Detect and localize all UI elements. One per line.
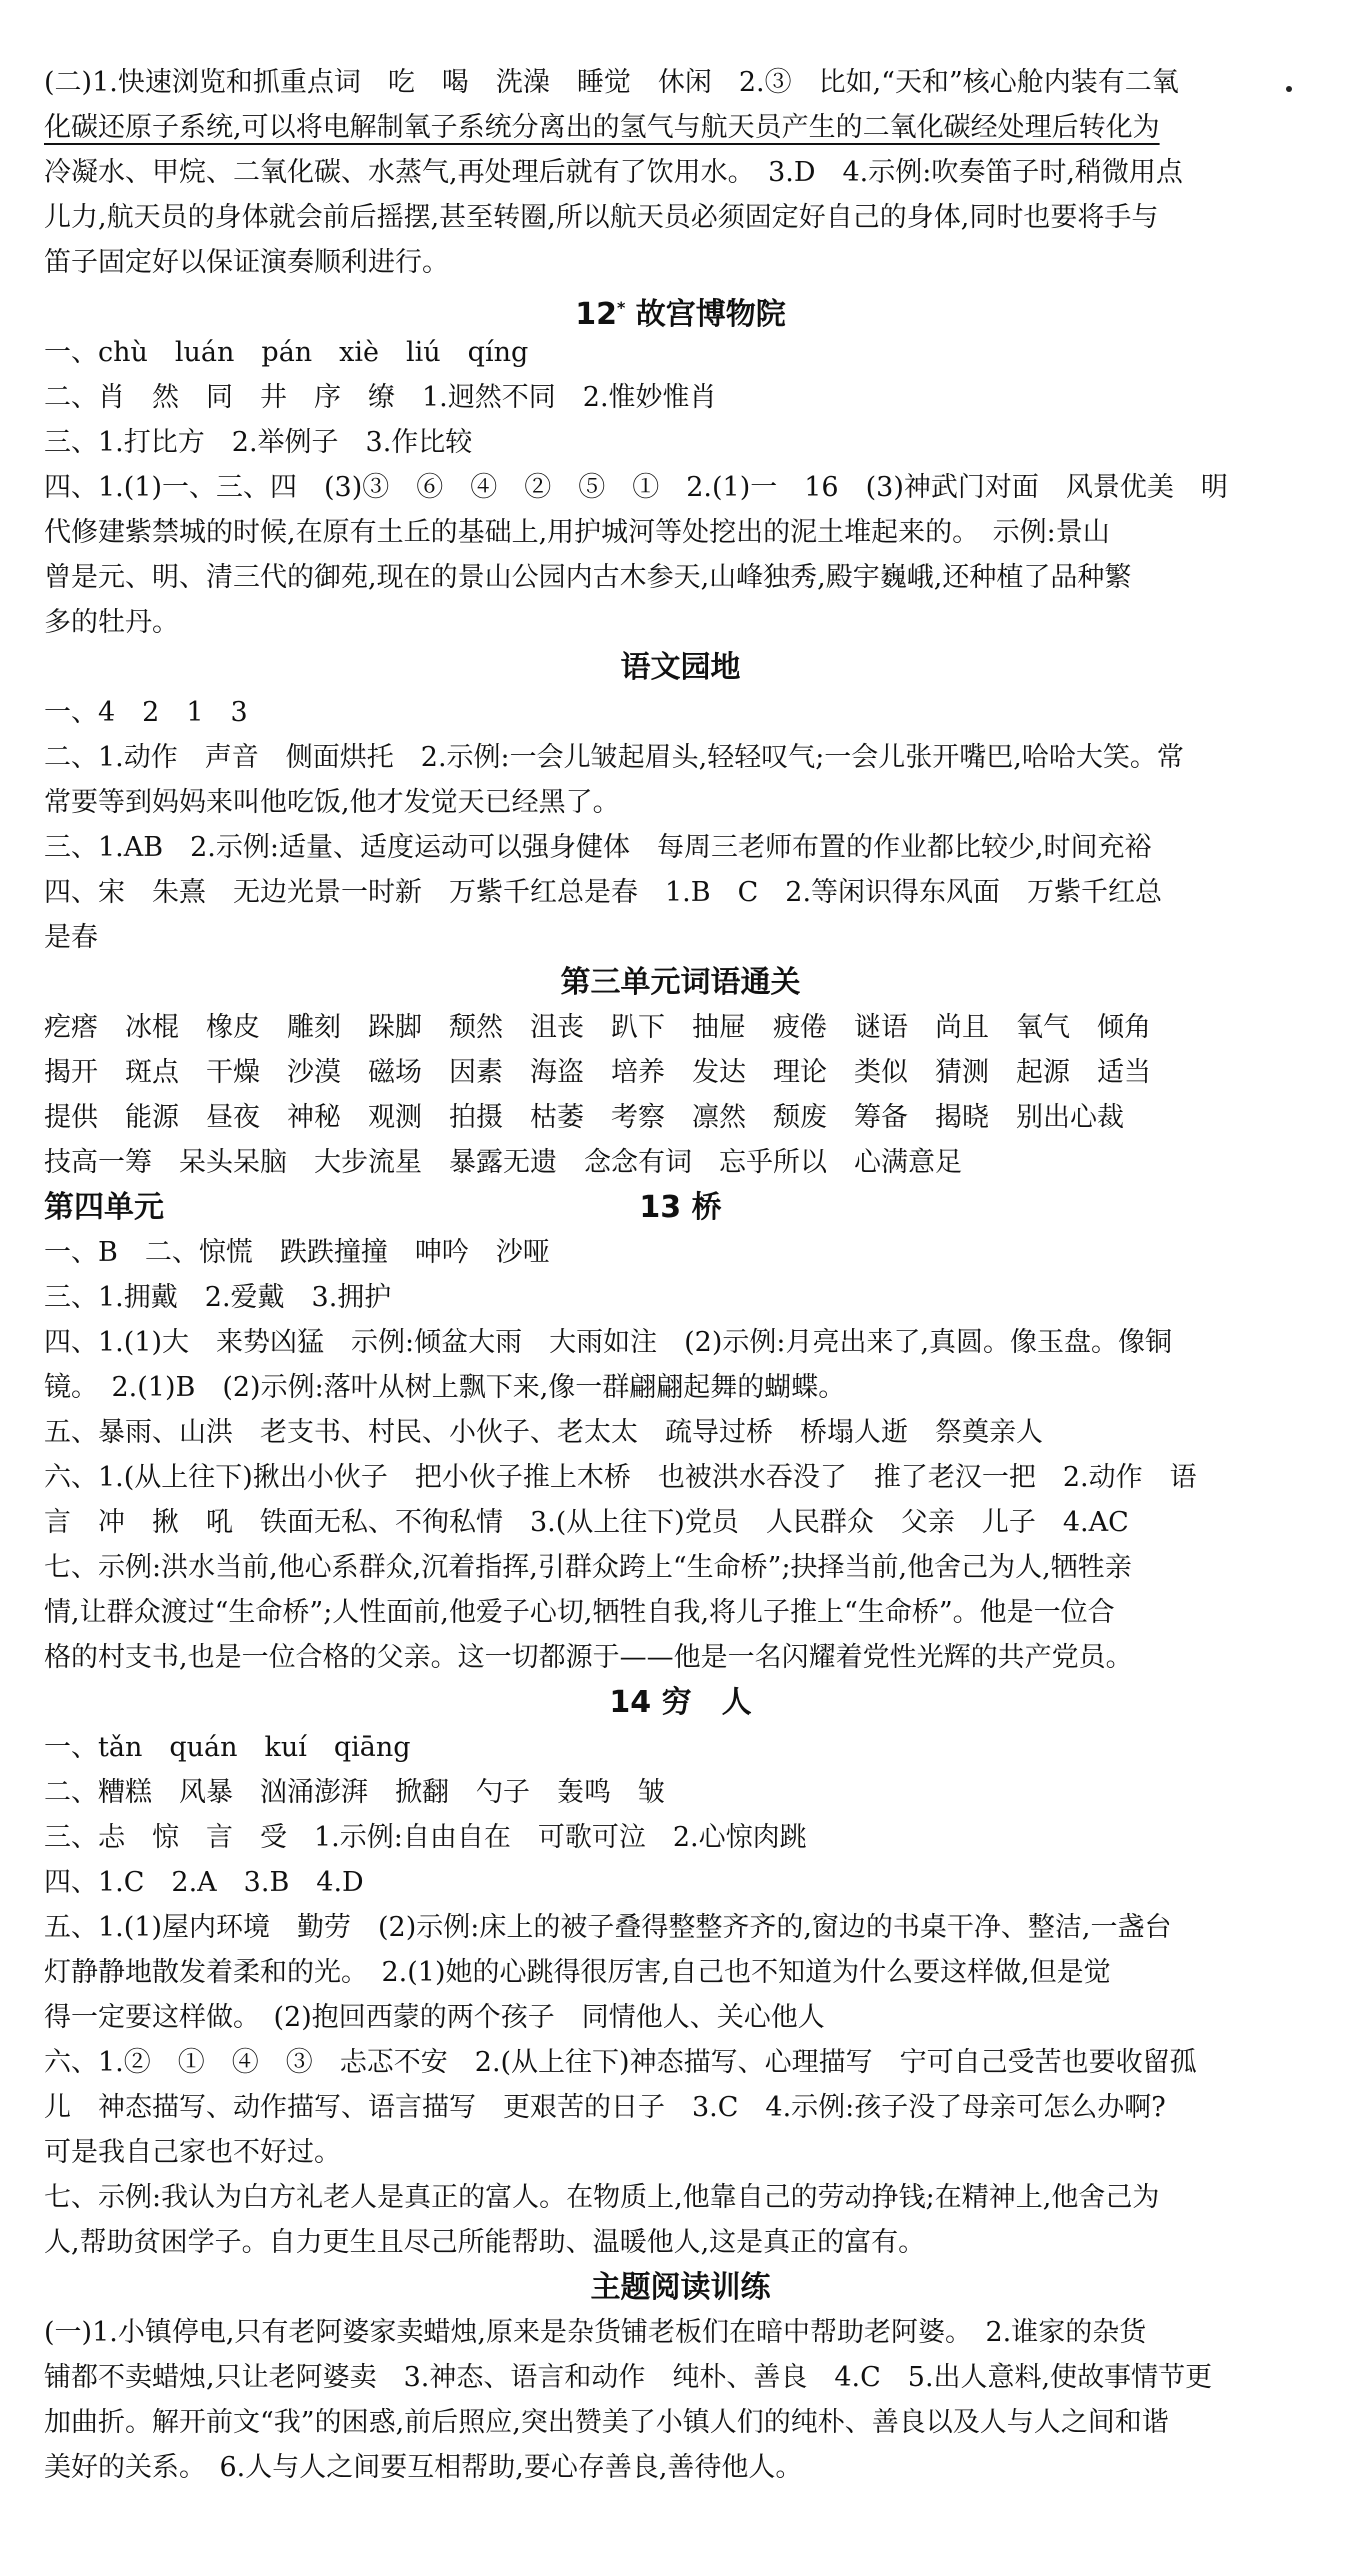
text-line: 五、1.(1)屋内环境 勤劳 (2)示例:床上的被子叠得整整齐齐的,窗边的书桌干净、整洁,一盏台 <box>44 1912 1172 1943</box>
text-line: 人,帮助贫困学子。自力更生且尽己所能帮助、温暖他人,这是真正的富有。 <box>44 2227 926 2258</box>
word-list-line: 技高一筹 呆头呆脑 大步流星 暴露无遗 念念有词 忘乎所以 心满意足 <box>44 1147 962 1178</box>
optional-mark: * <box>616 298 626 317</box>
text-line: 儿 神态描写、动作描写、语言描写 更艰苦的日子 3.C 4.示例:孩子没了母亲可怎么办啊? <box>44 2092 1166 2123</box>
text-line: 四、1.C 2.A 3.B 4.D <box>44 1867 364 1898</box>
text-line: 七、示例:我认为白方礼老人是真正的富人。在物质上,他靠自己的劳动挣钱;在精神上,他舍己为 <box>44 2182 1160 2213</box>
text-line: 儿力,航天员的身体就会前后摇摆,甚至转圈,所以航天员必须固定好自己的身体,同时也要将手与 <box>44 202 1159 233</box>
text-line: 三、1.打比方 2.举例子 3.作比较 <box>44 427 473 458</box>
text-line: 格的村支书,也是一位合格的父亲。这一切都源于——他是一名闪耀着党性光辉的共产党员。 <box>44 1642 1133 1673</box>
text-line: 曾是元、明、清三代的御苑,现在的景山公园内古木参天,山峰独秀,殿宇巍峨,还种植了品种繁 <box>44 562 1132 593</box>
heading-lesson-14: 14 穷 人 <box>609 1685 752 1720</box>
word-list-line: 揭开 斑点 干燥 沙漠 磁场 因素 海盗 培养 发达 理论 类似 猜测 起源 适当 <box>44 1057 1151 1088</box>
text-line: 情,让群众渡过“生命桥”;人性面前,他爱子心切,牺牲自我,将儿子推上“生命桥”。他是一位合 <box>44 1597 1115 1628</box>
text-line: 三、1.拥戴 2.爱戴 3.拥护 <box>44 1282 392 1313</box>
text-line: 常要等到妈妈来叫他吃饭,他才发觉天已经黑了。 <box>44 787 620 818</box>
text-line: 言 冲 揪 吼 铁面无私、不徇私情 3.(从上往下)党员 人民群众 父亲 儿子 4.AC <box>44 1507 1129 1538</box>
text-line: 四、1.(1)一、三、四 (3)③ ⑥ ④ ② ⑤ ① 2.(1)一 16 (3)神武门对面 风景优美 明 <box>44 472 1228 503</box>
heading-unit3-words: 第三单元词语通关 <box>560 965 801 1000</box>
heading-lesson-13: 13 桥 <box>639 1190 722 1225</box>
heading-yuwen-yuandi: 语文园地 <box>620 650 741 685</box>
text-line: 美好的关系。 6.人与人之间要互相帮助,要心存善良,善待他人。 <box>44 2452 803 2483</box>
text-line: 六、1.② ① ④ ③ 忐忑不安 2.(从上往下)神态描写、心理描写 宁可自己受苦也要收留孤 <box>44 2047 1197 2078</box>
text-line: 四、宋 朱熹 无边光景一时新 万紫千红总是春 1.B C 2.等闲识得东风面 万紫千红总 <box>44 877 1163 908</box>
text-line: 一、chù luán pán xiè liú qíng <box>44 337 529 368</box>
heading-lesson-12 <box>0 285 1361 330</box>
heading-theme-reading: 主题阅读训练 <box>590 2270 771 2305</box>
lesson-title: 故宫博物院 <box>635 297 786 332</box>
text-line: 一、tǎn quán kuí qiāng <box>44 1732 411 1763</box>
text-line: 三、忐 惊 言 受 1.示例:自由自在 可歌可泣 2.心惊肉跳 <box>44 1822 807 1853</box>
text-line: 五、暴雨、山洪 老支书、村民、小伙子、老太太 疏导过桥 桥塌人逝 祭奠亲人 <box>44 1417 1043 1448</box>
text-line: (一)1.小镇停电,只有老阿婆家卖蜡烛,原来是杂货铺老板们在暗中帮助老阿婆。 2.谁家的杂货 <box>44 2317 1147 2348</box>
text-line: 一、4 2 1 3 <box>44 697 248 728</box>
lesson-number: 12 <box>575 297 617 332</box>
text-line: 多的牡丹。 <box>44 607 179 638</box>
text-line-underlined: 化碳还原子系统,可以将电解制氧子系统分离出的氢气与航天员产生的二氧化碳经处理后转化为 <box>44 112 1160 143</box>
text-line: 代修建紫禁城的时候,在原有土丘的基础上,用护城河等处挖出的泥土堆起来的。 示例:景山 <box>44 517 1110 548</box>
text-line: (二)1.快速浏览和抓重点词 吃 喝 洗澡 睡觉 休闲 2.③ 比如,“天和”核心舱内装有二氧 <box>44 67 1179 98</box>
text-line: 四、1.(1)大 来势凶猛 示例:倾盆大雨 大雨如注 (2)示例:月亮出来了,真圆。像玉盘。像铜 <box>44 1327 1173 1358</box>
heading-unit4: 第四单元 <box>44 1190 164 1225</box>
text-line: 灯静静地散发着柔和的光。 2.(1)她的心跳得很厉害,自己也不知道为什么要这样做,但是觉 <box>44 1957 1111 1988</box>
text-line: 七、示例:洪水当前,他心系群众,沉着指挥,引群众跨上“生命桥”;抉择当前,他舍己为人,牺牲亲 <box>44 1552 1132 1583</box>
text-line: 三、1.AB 2.示例:适量、适度运动可以强身健体 每周三老师布置的作业都比较少,时间充裕 <box>44 832 1152 863</box>
text-line: 二、肖 然 同 井 序 缭 1.迥然不同 2.惟妙惟肖 <box>44 382 717 413</box>
text-line: 笛子固定好以保证演奏顺利进行。 <box>44 247 449 278</box>
word-list-line: 疙瘩 冰棍 橡皮 雕刻 跺脚 颓然 沮丧 趴下 抽屉 疲倦 谜语 尚且 氧气 倾角 <box>44 1012 1151 1043</box>
text-line: 二、糟糕 风暴 汹涌澎湃 掀翻 勺子 轰鸣 皱 <box>44 1777 665 1808</box>
text-line: 冷凝水、甲烷、二氧化碳、水蒸气,再处理后就有了饮用水。 3.D 4.示例:吹奏笛子时,稍微用点 <box>44 157 1183 188</box>
text-line: 得一定要这样做。 (2)抱回西蒙的两个孩子 同情他人、关心他人 <box>44 2002 825 2033</box>
text-line: 铺都不卖蜡烛,只让老阿婆卖 3.神态、语言和动作 纯朴、善良 4.C 5.出人意料,使故事情节更 <box>44 2362 1213 2393</box>
text-line: 六、1.(从上往下)揪出小伙子 把小伙子推上木桥 也被洪水吞没了 推了老汉一把 2.动作 语 <box>44 1462 1197 1493</box>
text-line: 可是我自己家也不好过。 <box>44 2137 341 2168</box>
word-list-line: 提供 能源 昼夜 神秘 观测 拍摄 枯萎 考察 凛然 颓废 筹备 揭晓 别出心裁 <box>44 1102 1124 1133</box>
text-line: 一、B 二、惊慌 跌跌撞撞 呻吟 沙哑 <box>44 1237 550 1268</box>
text-line: 是春 <box>44 922 98 953</box>
text-line: 镜。 2.(1)B (2)示例:落叶从树上飘下来,像一群翩翩起舞的蝴蝶。 <box>44 1372 846 1403</box>
text-line: 加曲折。解开前文“我”的困惑,前后照应,突出赞美了小镇人们的纯朴、善良以及人与人之间和谐 <box>44 2407 1169 2438</box>
text-line: 二、1.动作 声音 侧面烘托 2.示例:一会儿皱起眉头,轻轻叹气;一会儿张开嘴巴,哈哈大笑。常 <box>44 742 1184 773</box>
